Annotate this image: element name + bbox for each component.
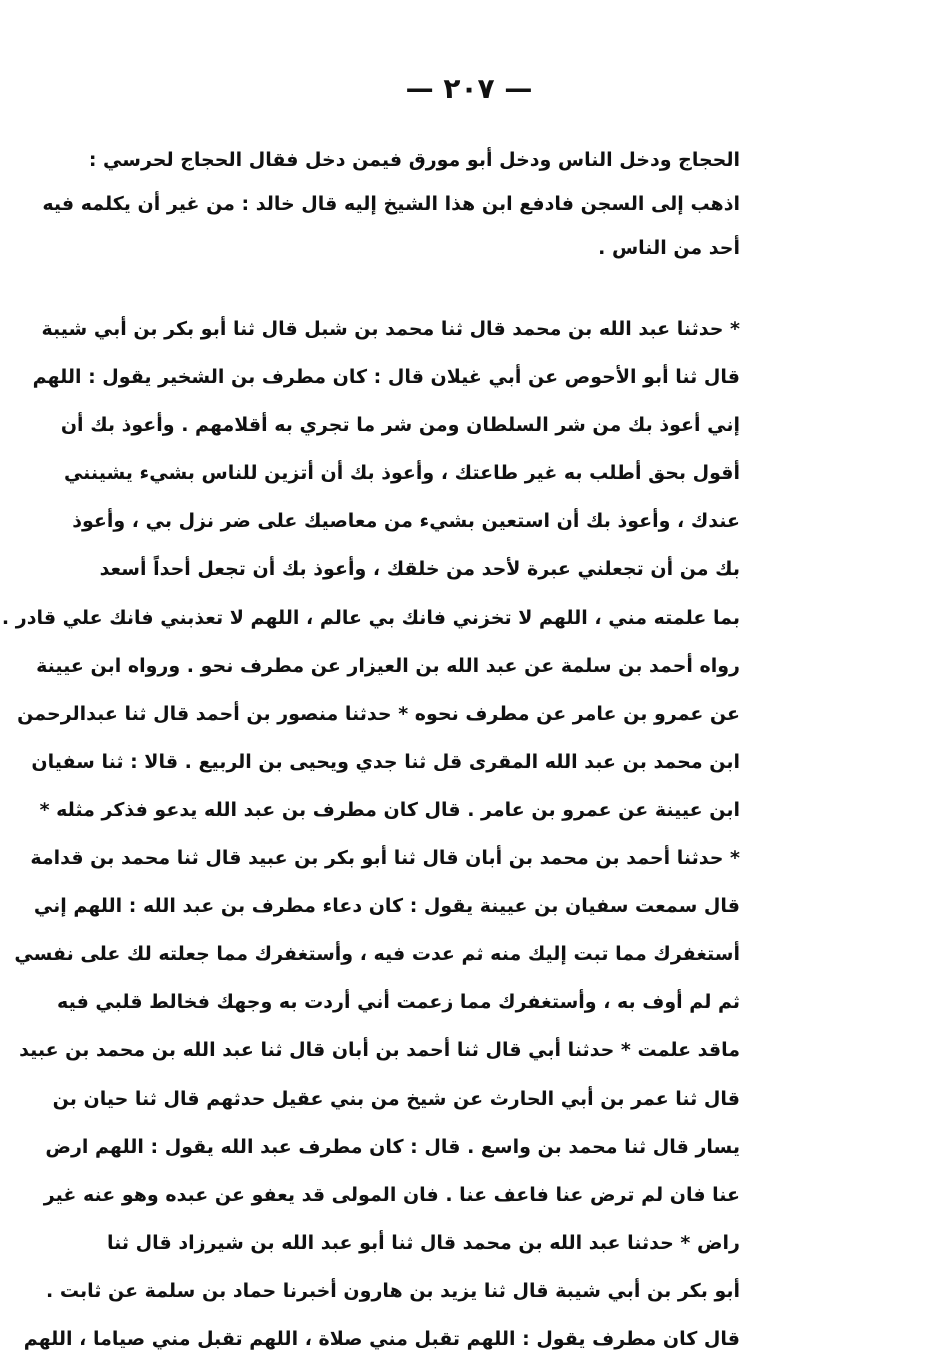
- text-line: ثم لم أوف به ، وأستغفرك مما زعمت أني أردت به وجهك فخالط قلبي فيه: [57, 991, 740, 1014]
- text-line: أستغفرك مما تبت إليك منه ثم عدت فيه ، وأستغفرك مما جعلته لك على نفسي: [14, 943, 740, 966]
- text-line: عندك ، وأعوذ بك أن استعين بشيء من معاصيك على ضر نزل بي ، وأعوذ: [72, 510, 740, 533]
- text-line: بك من أن تجعلني عبرة لأحد من خلقك ، وأعوذ بك أن تجعل أحداً أسعد: [99, 558, 740, 581]
- page-number: — ٢٠٧ —: [405, 72, 533, 105]
- text-line: بما علمته مني ، اللهم لا تخزني فانك بي عالم ، اللهم لا تعذبني فانك علي قادر .: [1, 606, 740, 629]
- text-line: * حدثنا أحمد بن محمد بن أبان قال ثنا أبو بكر بن عبيد قال ثنا محمد بن قدامة: [30, 847, 740, 870]
- text-line: ابن عيينة عن عمرو بن عامر . قال كان مطرف بن عبد الله يدعو فذكر مثله *: [39, 798, 740, 821]
- text-line: قال ثنا أبو الأحوص عن أبي غيلان قال : كان مطرف بن الشخير يقول : اللهم: [32, 366, 740, 389]
- main-paragraph: [1, 305, 740, 1363]
- text-line: راض * حدثنا عبد الله بن محمد قال ثنا أبو عبد الله بن شيرزاد قال ثنا: [107, 1231, 740, 1254]
- text-line: الحجاج ودخل الناس ودخل أبو مورق فيمن دخل فقال الحجاج لحرسي :: [88, 149, 740, 171]
- text-line: قال كان مطرف يقول : اللهم تقبل مني صلاة ، اللهم تقبل مني صياما ، اللهم: [23, 1327, 740, 1350]
- text-line: قال ثنا عمر بن أبي الحارث عن شيخ من بني عقيل حدثهم قال ثنا حيان بن: [52, 1087, 740, 1110]
- text-line: أقول بحق أطلب به غير طاعتك ، وأعوذ بك أن أتزين للناس بشيء يشينني: [63, 462, 740, 485]
- text-line: يسار قال ثنا محمد بن واسع . قال : كان مطرف عبد الله يقول : اللهم ارض: [45, 1135, 740, 1158]
- text-line: ماقد علمت * حدثنا أبي قال ثنا أحمد بن أبان قال ثنا عبد الله بن محمد بن عبيد: [19, 1039, 740, 1062]
- text-line: عن عمرو بن عامر عن مطرف نحوه * حدثنا منصور بن أحمد قال ثنا عبدالرحمن: [17, 702, 740, 725]
- text-line: اذهب إلى السجن فادفع ابن هذا الشيخ إليه قال خالد : من غير أن يكلمه فيه: [42, 193, 740, 215]
- top-paragraph: [42, 138, 740, 270]
- text-line: أحد من الناس .: [598, 237, 740, 259]
- text-line: أبو بكر بن أبي شيبة قال ثنا يزيد بن هارون أخبرنا حماد بن سلمة عن ثابت .: [46, 1279, 740, 1302]
- text-line: قال سمعت سفيان بن عيينة يقول : كان دعاء مطرف بن عبد الله : اللهم إني: [33, 895, 740, 918]
- text-line: * حدثنا عبد الله بن محمد قال ثنا محمد بن شبل قال ثنا أبو بكر بن أبي شيبة: [41, 318, 740, 340]
- text-line: إني أعوذ بك من شر السلطان ومن شر ما تجري به أقلامهم . وأعوذ بك أن: [60, 414, 740, 437]
- text-line: عنا فان لم ترض عنا فاعف عنا . فان المولى قد يعفو عن عبده وهو عنه غير: [43, 1183, 740, 1206]
- text-line: رواه أحمد بن سلمة عن عبد الله بن العيزار عن مطرف نحو . ورواه ابن عيينة: [36, 654, 740, 677]
- text-line: ابن محمد بن عبد الله المقرى قل ثنا جدي ويحيى بن الربيع . قالا : ثنا سفيان: [31, 750, 740, 773]
